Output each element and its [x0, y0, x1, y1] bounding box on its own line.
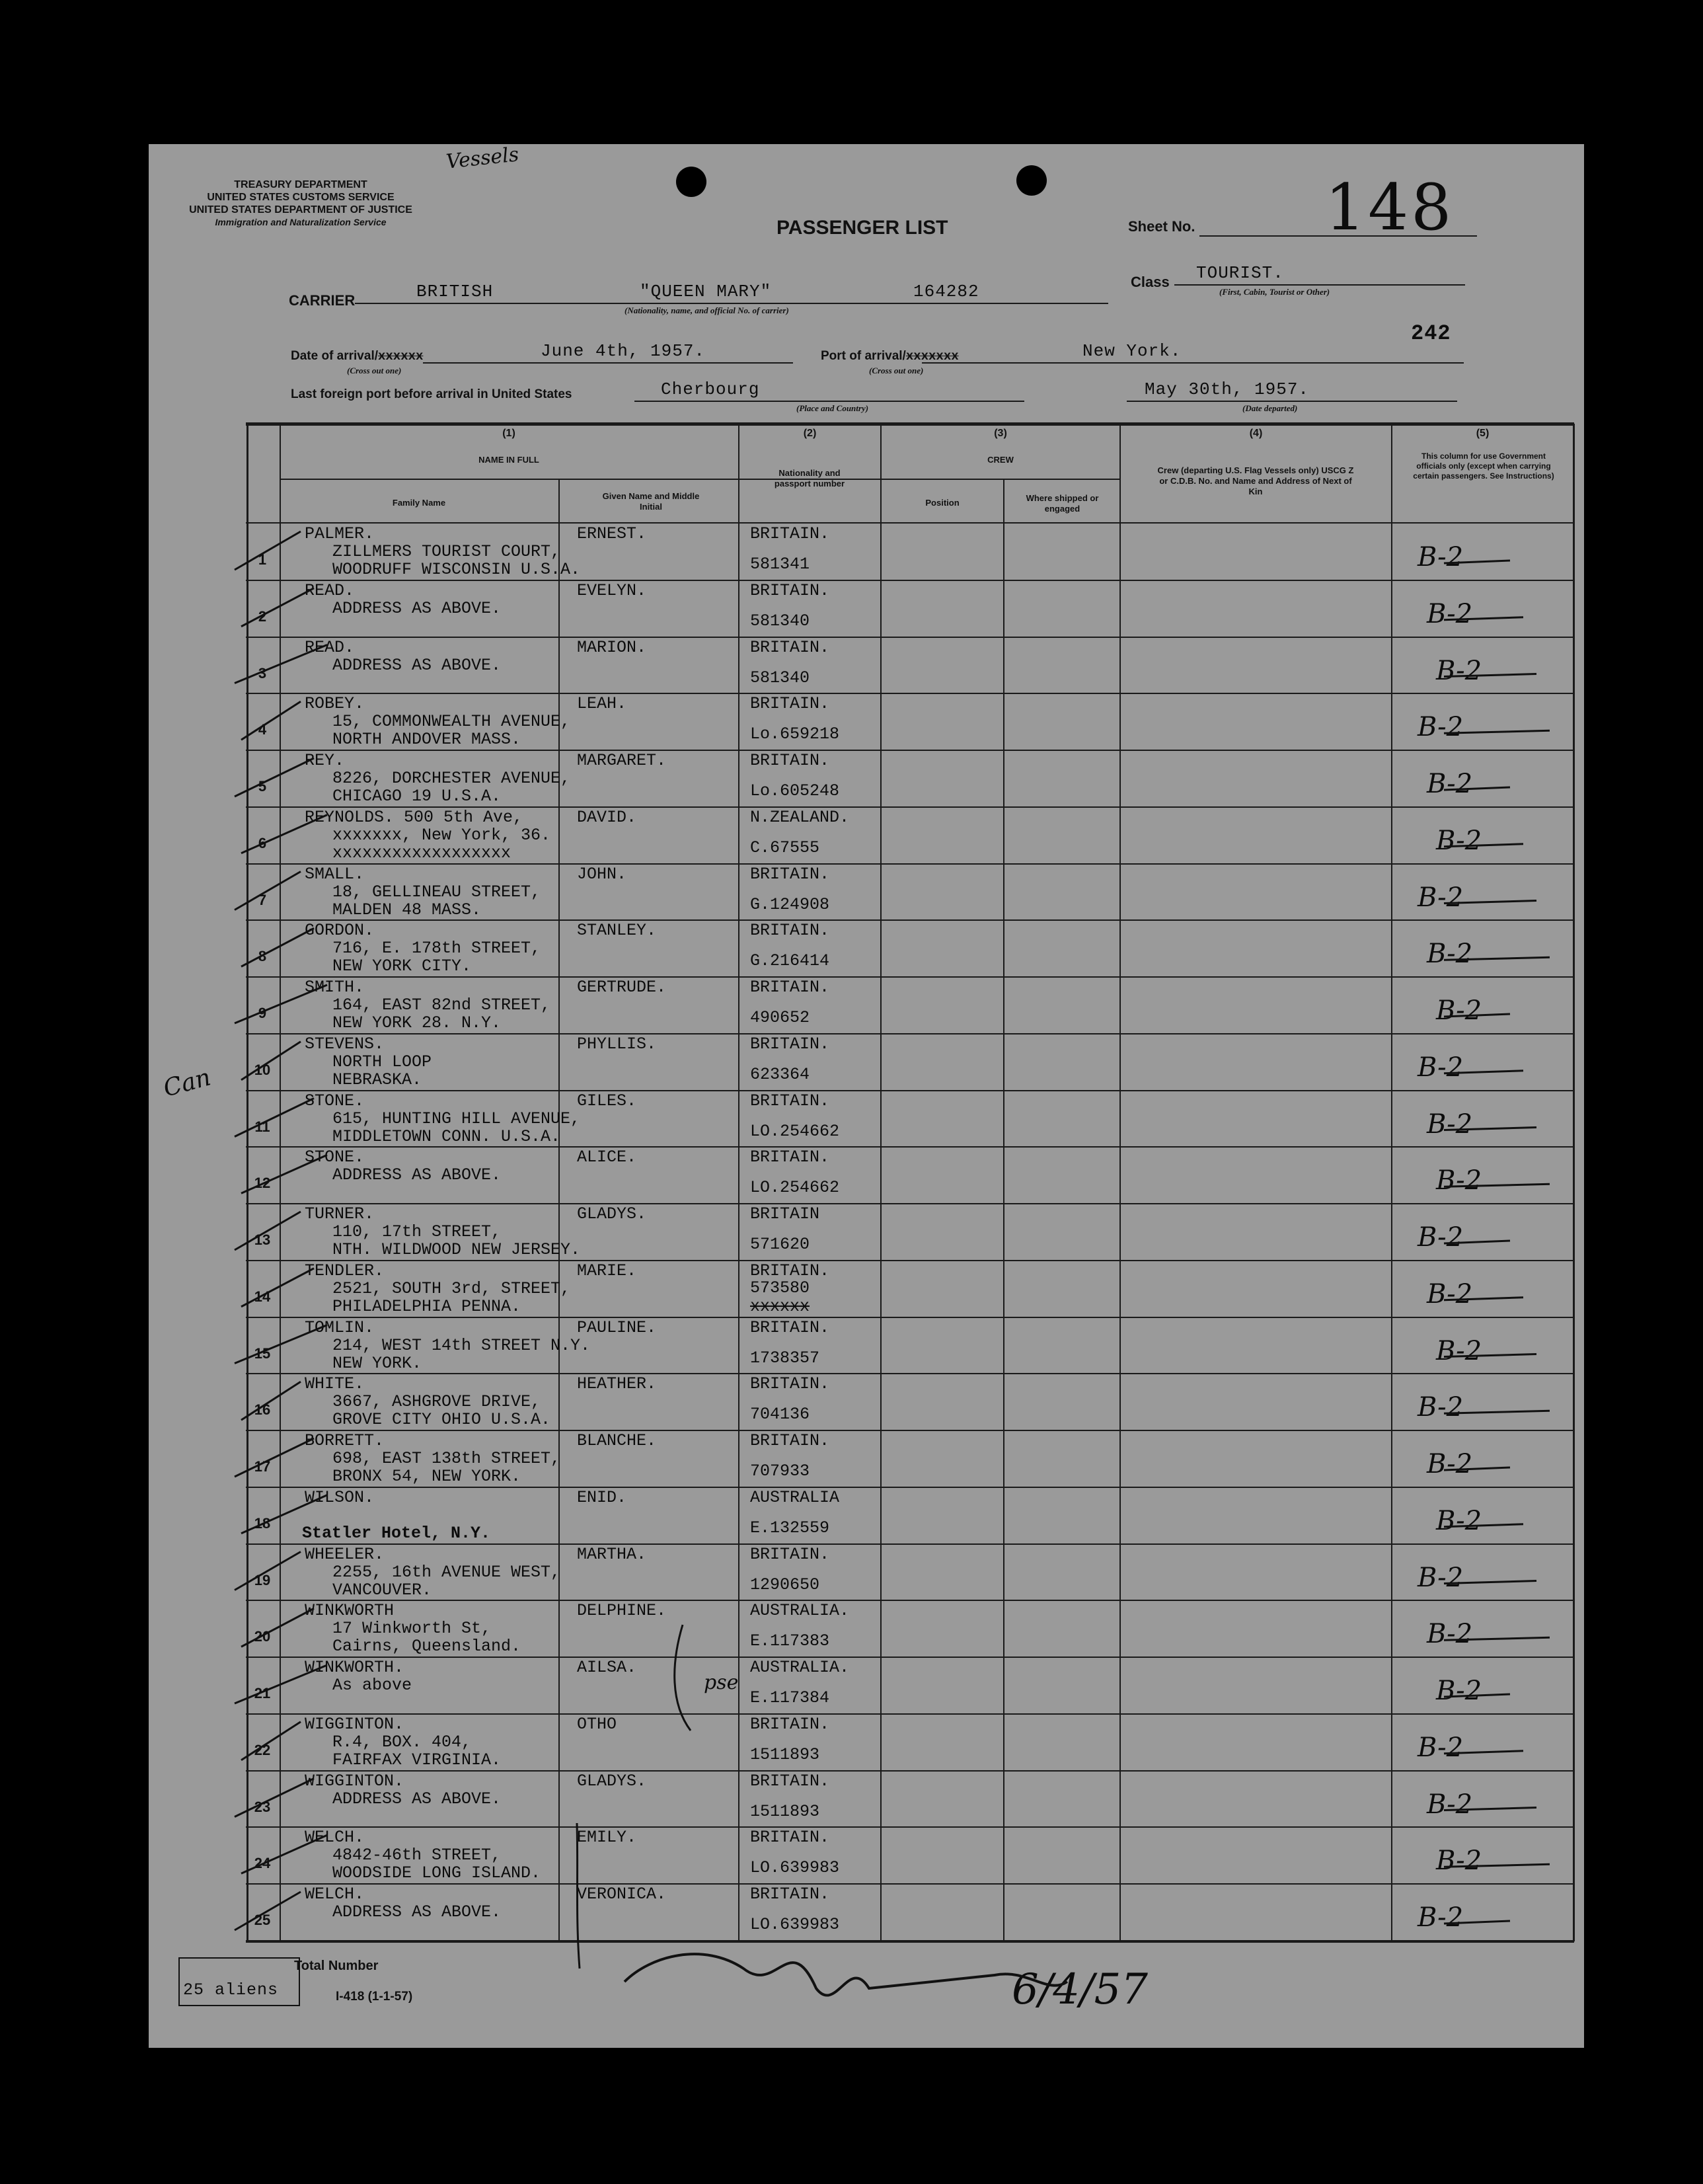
- check-stroke: [241, 588, 314, 627]
- address-line: ADDRESS AS ABOVE.: [332, 1165, 502, 1185]
- passport-number: 571620: [750, 1235, 810, 1254]
- given-name: ALICE.: [577, 1148, 637, 1167]
- carrier-label: CARRIER: [289, 292, 356, 309]
- col3-title: CREW: [987, 455, 1014, 465]
- annotation-vessels: Vessels: [445, 143, 520, 174]
- address-line: 15, COMMONWEALTH AVENUE,: [332, 712, 571, 732]
- passport-number: 1290650: [750, 1575, 820, 1594]
- official-mark: B-2: [1436, 1505, 1482, 1536]
- official-mark: B-2: [1436, 825, 1482, 856]
- check-stroke: [235, 1552, 301, 1590]
- check-stroke: [241, 1722, 301, 1760]
- passport-number: 623364: [750, 1064, 810, 1084]
- address-line: MIDDLETOWN CONN. U.S.A.: [332, 1126, 561, 1146]
- row-number: 22: [254, 1741, 271, 1758]
- address-line: 164, EAST 82nd STREET,: [332, 995, 551, 1015]
- nationality: BRITAIN.: [750, 921, 830, 941]
- check-stroke: [235, 872, 301, 910]
- given-name: LEAH.: [577, 694, 627, 714]
- address-line: 2521, SOUTH 3rd, STREET,: [332, 1278, 571, 1298]
- mark-underline: [1444, 1694, 1510, 1697]
- date-written: 6/4/57: [1012, 1965, 1148, 2014]
- given-name: MARTHA.: [577, 1544, 647, 1564]
- col-position-header: Position: [925, 498, 960, 508]
- check-stroke: [241, 928, 314, 966]
- family-name: WHEELER.: [305, 1544, 385, 1564]
- nationality: BRITAIN.: [750, 1091, 830, 1111]
- address-line: 4842-46th STREET,: [332, 1846, 502, 1865]
- margin-note-left: Can: [160, 1064, 214, 1103]
- given-name: DELPHINE.: [577, 1601, 667, 1621]
- passport-number: LO.254662: [750, 1178, 840, 1198]
- passport-number: 581340: [750, 668, 810, 687]
- family-name: WELCH.: [305, 1885, 365, 1904]
- mark-underline: [1444, 1184, 1550, 1187]
- given-name: GILES.: [577, 1091, 637, 1111]
- nationality: BRITAIN.: [750, 1771, 830, 1791]
- row-number: 19: [254, 1571, 271, 1588]
- mark-underline: [1444, 1241, 1510, 1243]
- row-number: 25: [254, 1912, 271, 1928]
- family-name: PALMER.: [305, 524, 375, 543]
- family-name: STONE.: [305, 1091, 365, 1111]
- check-stroke: [241, 701, 301, 740]
- carrier-nationality: BRITISH: [416, 282, 494, 301]
- nationality: BRITAIN.: [750, 1374, 830, 1394]
- row-number: 16: [254, 1401, 271, 1419]
- nationality: AUSTRALIA.: [750, 1601, 850, 1621]
- given-name: MARIE.: [577, 1261, 637, 1280]
- official-mark: B-2: [1427, 598, 1473, 629]
- family-name: WINKWORTH: [305, 1601, 395, 1621]
- col2-number: (2): [803, 428, 817, 439]
- given-name: MARGARET.: [577, 751, 667, 770]
- official-mark: B-2: [1418, 1902, 1464, 1933]
- col-given-header: Given Name and Middle Initial: [602, 491, 700, 512]
- passport-number: 573580: [750, 1278, 810, 1298]
- family-name: READ.: [305, 637, 355, 657]
- address-line: 214, WEST 14th STREET N.Y.: [332, 1335, 591, 1355]
- official-mark: B-2: [1418, 1392, 1464, 1423]
- row-number: 4: [258, 721, 267, 738]
- nationality: BRITAIN.: [750, 1714, 830, 1734]
- col5-number: (5): [1476, 428, 1490, 439]
- last-port-value: Cherbourg: [661, 379, 760, 399]
- official-mark: B-2: [1427, 1789, 1473, 1820]
- mark-underline: [1444, 1071, 1523, 1073]
- row-number: 12: [254, 1175, 271, 1192]
- given-name: ERNEST.: [577, 524, 647, 543]
- arrival-label-text: Date of arrival/: [291, 349, 378, 363]
- address-line: BRONX 54, NEW YORK.: [332, 1467, 521, 1486]
- nationality: BRITAIN.: [750, 864, 830, 884]
- total-value: 25 aliens: [183, 1980, 279, 2000]
- mark-underline: [1444, 1524, 1523, 1527]
- nationality: BRITAIN.: [750, 1431, 830, 1450]
- given-name: GLADYS.: [577, 1204, 647, 1224]
- address-line: CHICAGO 19 U.S.A.: [332, 787, 502, 806]
- check-stroke: [235, 1212, 301, 1250]
- mark-underline: [1444, 844, 1523, 847]
- mark-underline: [1444, 957, 1550, 960]
- row-number: 10: [254, 1061, 271, 1078]
- nationality: BRITAIN.: [750, 1261, 830, 1280]
- sheet-label: Sheet No.: [1128, 218, 1195, 235]
- mark-underline: [1444, 1751, 1523, 1754]
- official-mark: B-2: [1436, 655, 1482, 686]
- nationality: BRITAIN.: [750, 1148, 830, 1167]
- handwriting-overlay: [149, 144, 1584, 2048]
- official-mark: B-2: [1427, 1619, 1473, 1650]
- nationality: BRITAIN.: [750, 1544, 830, 1564]
- check-stroke: [241, 1155, 327, 1193]
- address-line: 698, EAST 138th STREET,: [332, 1449, 561, 1468]
- family-name: TOMLIN.: [305, 1317, 375, 1337]
- check-stroke: [235, 1892, 301, 1930]
- check-stroke: [235, 1438, 314, 1477]
- mark-underline: [1444, 1637, 1550, 1640]
- official-mark: B-2: [1418, 882, 1464, 913]
- nationality: BRITAIN.: [750, 694, 830, 714]
- check-stroke: [241, 1608, 314, 1647]
- row-number: 21: [254, 1685, 271, 1701]
- row-number: 2: [258, 607, 267, 625]
- nationality: BRITAIN.: [750, 751, 830, 770]
- given-name: OTHO: [577, 1714, 617, 1734]
- class-value: TOURIST.: [1196, 263, 1284, 283]
- official-mark: B-2: [1436, 1676, 1482, 1706]
- arrival-sub: (Cross out one): [347, 366, 402, 375]
- mark-underline: [1444, 1467, 1510, 1470]
- address-line: ZILLMERS TOURIST COURT,: [332, 542, 561, 561]
- given-name: DAVID.: [577, 807, 637, 827]
- check-stroke: [235, 1099, 314, 1137]
- address-line: As above: [332, 1676, 412, 1695]
- passport-number: 707933: [750, 1462, 810, 1481]
- row-number: 7: [258, 891, 267, 908]
- address-line: NORTH LOOP: [332, 1052, 432, 1072]
- arrival-crossed: xxxxxx: [378, 349, 424, 364]
- nationality: AUSTRALIA.: [750, 1658, 850, 1677]
- family-name: GORDON.: [305, 921, 375, 941]
- address-line: WOODRUFF WISCONSIN U.S.A.: [332, 560, 581, 579]
- check-stroke: [235, 1325, 327, 1364]
- address-line: R.4, BOX. 404,: [332, 1732, 472, 1752]
- address-line: 110, 17th STREET,: [332, 1222, 502, 1241]
- total-label: Total Number: [294, 1959, 379, 1973]
- address-line: NTH. WILDWOOD NEW JERSEY.: [332, 1240, 581, 1259]
- check-stroke: [235, 645, 327, 683]
- official-mark: B-2: [1418, 542, 1464, 572]
- carrier-sub: (Nationality, name, and official No. of carrier): [624, 305, 789, 315]
- passport-number: 704136: [750, 1405, 810, 1424]
- family-name: WINKWORTH.: [305, 1658, 404, 1677]
- passport-crossed: xxxxxx: [750, 1296, 810, 1316]
- family-name: WIGGINTON.: [305, 1771, 404, 1791]
- address-line: xxxxxxxxxxxxxxxxxx: [332, 843, 511, 863]
- family-name: STEVENS.: [305, 1034, 385, 1054]
- address-line: NEBRASKA.: [332, 1070, 422, 1089]
- address-line: GROVE CITY OHIO U.S.A.: [332, 1410, 551, 1430]
- col1-title: NAME IN FULL: [478, 455, 539, 465]
- check-stroke: [241, 1268, 314, 1307]
- address-line: xxxxxxx, New York, 36.: [332, 825, 551, 845]
- address-line: FAIRFAX VIRGINIA.: [332, 1750, 502, 1770]
- address-line: WOODSIDE LONG ISLAND.: [332, 1863, 541, 1883]
- class-sub: (First, Cabin, Tourist or Other): [1219, 287, 1330, 297]
- agency-line-1: TREASURY DEPARTMENT: [234, 179, 367, 190]
- row-number: 15: [254, 1345, 271, 1362]
- mark-underline: [1444, 1298, 1523, 1300]
- departed-sub: (Date departed): [1242, 403, 1298, 413]
- row-number: 5: [258, 778, 267, 795]
- agency-line-3: UNITED STATES DEPARTMENT OF JUSTICE: [189, 204, 412, 215]
- nationality: BRITAIN.: [750, 1034, 830, 1054]
- family-name: WILSON.: [305, 1487, 375, 1507]
- nationality: BRITAIN.: [750, 637, 830, 657]
- passport-number: 1511893: [750, 1801, 820, 1821]
- given-name: JOHN.: [577, 864, 627, 884]
- official-mark: B-2: [1427, 1109, 1473, 1140]
- passport-number: E.132559: [750, 1518, 830, 1538]
- passport-number: C.67555: [750, 838, 820, 857]
- nationality: BRITAIN.: [750, 1828, 830, 1848]
- bracket-pen-line: [675, 1625, 691, 1731]
- port-crossed: xxxxxxx: [905, 349, 959, 364]
- mark-underline: [1444, 1921, 1510, 1924]
- passport-number: Lo.659218: [750, 724, 840, 744]
- port-label-text: Port of arrival/: [821, 349, 906, 363]
- passport-number: Lo.605248: [750, 781, 840, 800]
- check-stroke: [235, 985, 327, 1023]
- carrier-name: "QUEEN MARY": [640, 282, 772, 301]
- passport-number: E.117384: [750, 1688, 830, 1707]
- col5-title: This column for use Government officials only (except when carrying certain passengers. See Instructions): [1413, 451, 1554, 481]
- official-mark: B-2: [1436, 1335, 1482, 1366]
- official-mark: B-2: [1436, 1846, 1482, 1877]
- mark-underline: [1444, 1354, 1536, 1357]
- official-mark: B-2: [1427, 939, 1473, 970]
- nationality: AUSTRALIA: [750, 1487, 840, 1507]
- row-number: 1: [258, 551, 267, 568]
- row-number: 14: [254, 1288, 271, 1305]
- col2-title: Nationality and passport number: [774, 468, 845, 488]
- check-stroke: [235, 1665, 327, 1703]
- mark-underline: [1444, 1411, 1550, 1413]
- family-name: REY.: [305, 751, 345, 770]
- check-stroke: [235, 758, 314, 797]
- given-name: AILSA.: [577, 1658, 637, 1677]
- nationality: BRITAIN.: [750, 524, 830, 543]
- row-number: 20: [254, 1628, 271, 1645]
- family-name: BORRETT.: [305, 1431, 385, 1450]
- nationality: BRITAIN.: [750, 1885, 830, 1904]
- given-name: EMILY.: [577, 1828, 637, 1848]
- address-line: NEW YORK CITY.: [332, 956, 472, 976]
- col3-number: (3): [994, 428, 1007, 439]
- carrier-number: 164282: [913, 282, 979, 301]
- passport-number: LO.639983: [750, 1858, 840, 1878]
- mark-underline: [1444, 1581, 1536, 1584]
- mark-underline: [1444, 674, 1536, 677]
- nationality: BRITAIN.: [750, 1317, 830, 1337]
- port-value: New York.: [1082, 341, 1182, 361]
- given-name: MARION.: [577, 637, 647, 657]
- check-stroke: [235, 1779, 314, 1817]
- address-line: 615, HUNTING HILL AVENUE,: [332, 1109, 581, 1128]
- check-stroke: [241, 1382, 301, 1420]
- official-mark: B-2: [1418, 712, 1464, 743]
- mark-underline: [1444, 1128, 1536, 1130]
- given-name: PHYLLIS.: [577, 1034, 657, 1054]
- page-title: PASSENGER LIST: [776, 217, 948, 239]
- nationality: N.ZEALAND.: [750, 807, 850, 827]
- address-line: 2255, 16th AVENUE WEST,: [332, 1562, 561, 1582]
- margin-note-ppe: pse: [704, 1671, 739, 1694]
- passport-number: LO.254662: [750, 1121, 840, 1141]
- row-number: 17: [254, 1458, 271, 1475]
- passport-number: E.117383: [750, 1631, 830, 1651]
- given-name: STANLEY.: [577, 921, 657, 941]
- given-name: ENID.: [577, 1487, 627, 1507]
- address-line: VANCOUVER.: [332, 1580, 432, 1600]
- mark-underline: [1444, 730, 1550, 733]
- passport-number: 581340: [750, 611, 810, 631]
- official-mark: B-2: [1418, 1052, 1464, 1083]
- family-name: SMITH.: [305, 978, 365, 997]
- row-number: 23: [254, 1798, 271, 1815]
- signature-scrawl: [624, 1954, 1067, 1995]
- departed-value: May 30th, 1957.: [1145, 379, 1310, 399]
- address-line: ADDRESS AS ABOVE.: [332, 1902, 502, 1922]
- official-mark: B-2: [1418, 1732, 1464, 1763]
- check-stroke: [241, 815, 327, 853]
- mark-underline: [1444, 1864, 1550, 1867]
- given-name: EVELYN.: [577, 580, 647, 600]
- official-mark: B-2: [1436, 1165, 1482, 1196]
- official-mark: B-2: [1418, 1562, 1464, 1593]
- official-mark: B-2: [1418, 1222, 1464, 1253]
- nationality: BRITAIN: [750, 1204, 820, 1224]
- row-number: 18: [254, 1514, 271, 1532]
- nationality: BRITAIN.: [750, 978, 830, 997]
- check-stroke: [235, 531, 301, 570]
- family-name: TURNER.: [305, 1204, 375, 1224]
- sheet-number: 148: [1325, 171, 1455, 245]
- address-line: NEW YORK 28. N.Y.: [332, 1013, 502, 1033]
- official-mark: B-2: [1436, 995, 1482, 1026]
- row-number: 24: [254, 1855, 271, 1872]
- mark-underline: [1444, 901, 1536, 904]
- family-name: SMALL.: [305, 864, 365, 884]
- passport-number: 581341: [750, 555, 810, 574]
- address-line: ADDRESS AS ABOVE.: [332, 1789, 502, 1809]
- official-mark: B-2: [1427, 1278, 1473, 1309]
- agency-line-4: Immigration and Naturalization Service: [215, 217, 387, 227]
- row-number: 13: [254, 1231, 271, 1248]
- family-name: REYNOLDS. 500 5th Ave,: [305, 807, 523, 827]
- arrival-date: June 4th, 1957.: [541, 341, 706, 361]
- passport-number: LO.639983: [750, 1915, 840, 1934]
- col4-number: (4): [1249, 428, 1263, 439]
- port-sub: (Cross out one): [869, 366, 924, 375]
- check-stroke: [241, 1495, 327, 1534]
- mark-underline: [1444, 787, 1510, 790]
- family-name: READ.: [305, 580, 355, 600]
- given-name: BLANCHE.: [577, 1431, 657, 1450]
- family-name: TENDLER.: [305, 1261, 385, 1280]
- family-name: STONE.: [305, 1148, 365, 1167]
- address-line: Statler Hotel, N.Y.: [302, 1523, 491, 1543]
- address-line: 8226, DORCHESTER AVENUE,: [332, 769, 571, 788]
- row-number: 8: [258, 948, 267, 965]
- col-shipped-header: Where shipped or engaged: [1026, 493, 1099, 514]
- form-number: I-418 (1-1-57): [336, 1990, 413, 2004]
- last-port-sub: (Place and Country): [796, 403, 869, 413]
- row-number: 3: [258, 664, 267, 682]
- check-stroke: [241, 1042, 301, 1080]
- check-stroke: [241, 1835, 327, 1873]
- passport-number: 490652: [750, 1008, 810, 1027]
- agency-line-2: UNITED STATES CUSTOMS SERVICE: [207, 192, 395, 203]
- class-label: Class: [1131, 274, 1170, 290]
- col-family-header: Family Name: [392, 498, 446, 508]
- address-line: 17 Winkworth St,: [332, 1619, 492, 1639]
- given-name: GLADYS.: [577, 1771, 647, 1791]
- given-name: VERONICA.: [577, 1885, 667, 1904]
- given-name: PAULINE.: [577, 1317, 657, 1337]
- address-line: ADDRESS AS ABOVE.: [332, 598, 502, 618]
- mark-underline: [1444, 561, 1510, 563]
- address-line: NORTH ANDOVER MASS.: [332, 730, 521, 750]
- nationality: BRITAIN.: [750, 580, 830, 600]
- passport-number: 1511893: [750, 1744, 820, 1764]
- vertical-pen-line: [577, 1823, 580, 1969]
- col4-title: Crew (departing U.S. Flag Vessels only) USCG Z or C.D.B. No. and Name and Address of Next of Kin: [1157, 465, 1354, 496]
- address-line: 716, E. 178th STREET,: [332, 939, 541, 958]
- address-line: NEW YORK.: [332, 1353, 422, 1373]
- address-line: MALDEN 48 MASS.: [332, 900, 482, 919]
- address-line: 18, GELLINEAU STREET,: [332, 882, 541, 902]
- official-mark: B-2: [1427, 1449, 1473, 1479]
- row-number: 11: [254, 1118, 270, 1135]
- family-name: WIGGINTON.: [305, 1714, 404, 1734]
- passenger-list-sheet: [149, 144, 1584, 2048]
- passport-number: G.216414: [750, 951, 830, 971]
- passport-number: 1738357: [750, 1348, 820, 1368]
- col1-number: (1): [502, 428, 515, 439]
- given-name: HEATHER.: [577, 1374, 657, 1394]
- address-line: PHILADELPHIA PENNA.: [332, 1296, 521, 1316]
- address-line: Cairns, Queensland.: [332, 1637, 521, 1657]
- family-name: WHITE.: [305, 1374, 365, 1394]
- family-name: WELCH.: [305, 1828, 365, 1848]
- row-number: 6: [258, 834, 267, 851]
- last-port-label: Last foreign port before arrival in United States: [291, 387, 572, 401]
- address-line: ADDRESS AS ABOVE.: [332, 655, 502, 675]
- family-name: ROBEY.: [305, 694, 365, 714]
- official-mark: B-2: [1427, 769, 1473, 799]
- passport-number: G.124908: [750, 894, 830, 914]
- address-line: 3667, ASHGROVE DRIVE,: [332, 1392, 541, 1412]
- given-name: GERTRUDE.: [577, 978, 667, 997]
- row-number: 9: [258, 1005, 267, 1021]
- mark-underline: [1444, 1808, 1536, 1811]
- mark-underline: [1444, 617, 1523, 620]
- stamp-number: 242: [1411, 321, 1451, 346]
- mark-underline: [1444, 1014, 1510, 1017]
